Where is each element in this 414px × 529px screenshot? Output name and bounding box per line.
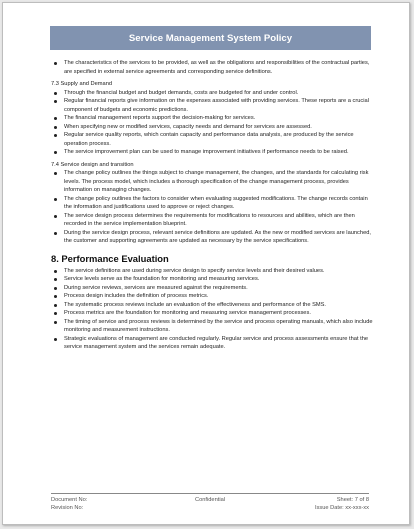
list-item: Strategic evaluations of management are conducted regularly. Regular service and process assessments ensure that the service management system and the services remain adequate. xyxy=(51,335,373,352)
list-item: The systematic process reviews include an evaluation of the effectiveness and performance of the SMS. xyxy=(51,301,373,310)
intro-list xyxy=(51,59,373,76)
section-7-4-list xyxy=(51,169,373,246)
list-item: The characteristics of the services to be provided, as well as the obligations and responsibilities of the contractual parties, are specified in external service agreements and corresponding service definitions. xyxy=(51,59,373,76)
list-item: The timing of service and process reviews is determined by the service and process operating manuals, which also include monitoring and measurement instructions. xyxy=(51,318,373,335)
footer-revision-no: Revision No: xyxy=(51,505,84,511)
footer-document-no: Document No: xyxy=(51,497,88,503)
list-item: The financial management reports support the decision-making for services. xyxy=(51,114,373,123)
section-7-4-heading: 7.4 Service design and transition xyxy=(51,161,134,168)
list-item: The change policy outlines the factors to consider when evaluating suggested modifications. The change records contain the information and justifications used to approve or reject changes. xyxy=(51,195,373,212)
list-item: Process design includes the definition of process metrics. xyxy=(51,292,373,301)
list-item: Regular financial reports give information on the expenses associated with providing services. These reports are a crucial component of budgets and economic predictions. xyxy=(51,97,373,114)
document-body xyxy=(51,59,373,352)
document-page xyxy=(2,2,410,525)
list-item: Through the financial budget and budget demands, costs are budgeted for and under control. xyxy=(51,89,373,98)
list-item: The change policy outlines the things subject to change management, the changes, and the standards for calculating risk levels. The process model, which includes a thorough specification of the change management process, provides information on managing changes. xyxy=(51,169,373,195)
footer-issue-date: Issue Date: xx-xxx-xx xyxy=(314,505,369,511)
list-item: During service reviews, services are measured against the requirements. xyxy=(51,284,373,293)
list-item: When specifying new or modified services, capacity needs and demand for services are assessed. xyxy=(51,123,373,132)
document-title: Service Management System Policy xyxy=(128,32,293,44)
document-title-bar xyxy=(50,26,371,50)
section-7-3-heading: 7.3 Supply and Demand xyxy=(51,81,113,87)
footer-sheet: Sheet: 7 of 8 xyxy=(336,497,369,503)
list-item: Regular service quality reports, which contain capacity and performance data analysis, are produced by the service operation process. xyxy=(51,131,373,148)
footer-confidential: Confidential xyxy=(194,497,226,503)
section-7-3-list xyxy=(51,89,373,157)
page-footer xyxy=(51,493,369,512)
list-item: During the service design process, relevant service definitions are updated. As the new or modified services are launched, the customer and supporting agreements are updated as necessary by the service specifications. xyxy=(51,229,373,246)
list-item: Process metrics are the foundation for monitoring and measuring service management processes. xyxy=(51,309,373,318)
list-item: The service definitions are used during service design to specify service levels and their desired values. xyxy=(51,267,373,276)
list-item: Service levels serve as the foundation for monitoring and measuring services. xyxy=(51,275,373,284)
section-8-list xyxy=(51,267,373,352)
list-item: The service design process determines the requirements for modifications to resources and abilities, which are then recorded in the service implementation blueprint. xyxy=(51,212,373,229)
list-item: The service improvement plan can be used to manage improvement initiatives if performance needs to be raised. xyxy=(51,148,373,157)
section-8-heading: 8. Performance Evaluation xyxy=(51,252,169,264)
